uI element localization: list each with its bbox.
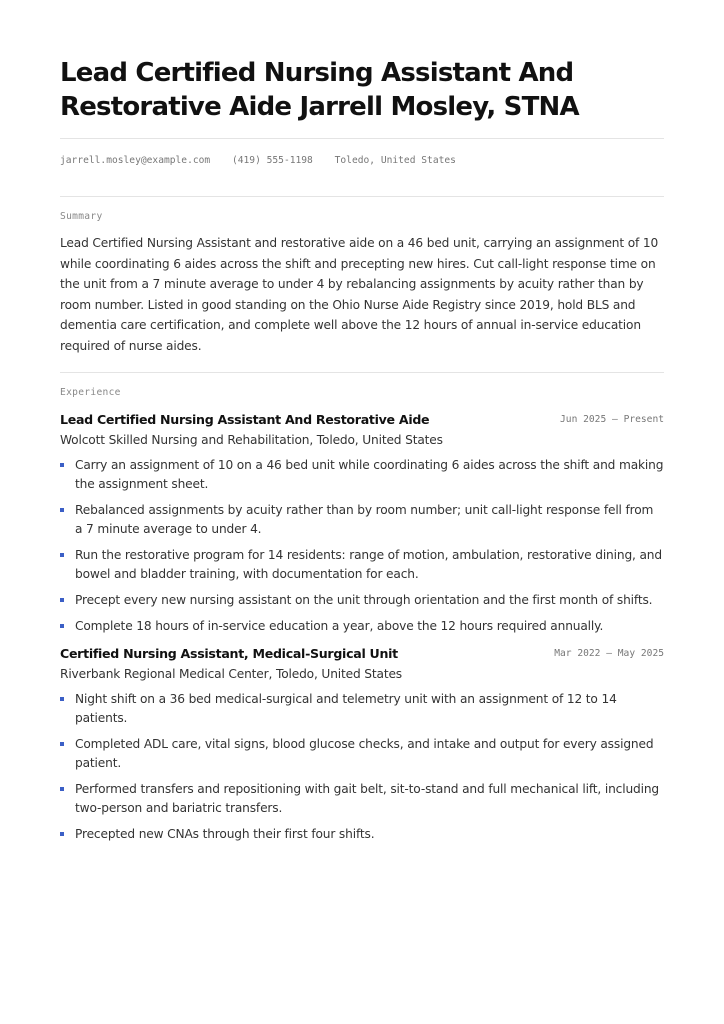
bullet-item — [60, 690, 664, 728]
bullet-marker — [60, 832, 64, 836]
summary-heading: Summary — [60, 211, 103, 222]
experience-divider — [60, 372, 664, 373]
header-divider — [60, 138, 664, 139]
bullet-marker — [60, 463, 64, 467]
bullet-item — [60, 780, 664, 818]
job-bullets — [60, 690, 664, 844]
job-entry — [60, 644, 664, 844]
bullet-marker — [60, 508, 64, 512]
job-title: Lead Certified Nursing Assistant And Restorative Aide — [60, 411, 430, 427]
bullet-item — [60, 591, 664, 610]
experience-heading: Experience — [60, 386, 121, 398]
bullet-text: Completed ADL care, vital signs, blood glucose checks, and intake and output for every assigned patient. — [75, 736, 654, 770]
job-entry — [60, 410, 664, 636]
bullet-marker — [60, 697, 64, 701]
job-header — [60, 644, 664, 664]
bullet-item — [60, 546, 664, 584]
job-title: Certified Nursing Assistant, Medical-Surgical Unit — [60, 645, 398, 661]
bullet-item — [60, 825, 664, 844]
bullet-text: Night shift on a 36 bed medical-surgical and telemetry unit with an assignment of 12 to 14 patients. — [75, 691, 617, 725]
job-dates: Mar 2022 — May 2025 — [554, 647, 664, 659]
bullet-marker — [60, 742, 64, 746]
bullet-marker — [60, 787, 64, 791]
contact-email[interactable]: jarrell.mosley@example.com — [60, 155, 211, 166]
bullet-item — [60, 456, 664, 494]
bullet-text: Carry an assignment of 10 on a 46 bed unit while coordinating 6 aides across the shift and making the assignment sheet. — [75, 457, 664, 491]
bullet-text: Precepted new CNAs through their first four shifts. — [75, 826, 375, 841]
bullet-text: Rebalanced assignments by acuity rather than by room number; unit call-light response fell from a 7 minute average to under 4. — [75, 502, 654, 536]
bullet-marker — [60, 553, 64, 557]
bullet-text: Complete 18 hours of in-service education a year, above the 12 hours required annually. — [75, 618, 604, 633]
bullet-item — [60, 735, 664, 773]
job-header — [60, 410, 664, 430]
summary-divider — [60, 196, 664, 197]
job-dates: Jun 2025 — Present — [560, 413, 664, 425]
contact-line — [60, 154, 664, 168]
bullet-marker — [60, 598, 64, 602]
bullet-item — [60, 501, 664, 539]
contact-phone[interactable]: (419) 555-1198 — [231, 155, 313, 166]
bullet-item — [60, 617, 664, 636]
bullet-text: Run the restorative program for 14 residents: range of motion, ambulation, restorative dining, and bowel and bladder training, with documentation for each. — [75, 547, 662, 581]
job-organization: Wolcott Skilled Nursing and Rehabilitation, Toledo, United States — [60, 432, 443, 447]
summary-text: Lead Certified Nursing Assistant and restorative aide on a 46 bed unit, carrying an assignment of 10 while coordinating 6 aides across the shift and precepting new hires. Cut call-light response time on the unit from a 7 minute average to under 4 by rebalancing assignments by acuity rather than by room number. Listed in good standing on the Ohio Nurse Aide Registry since 2019, hold BLS and dementia care certification, and complete well above the 12 hours of annual in-service education required of nurse aides. — [60, 236, 659, 353]
job-bullets — [60, 456, 664, 636]
job-organization: Riverbank Regional Medical Center, Toledo, United States — [60, 666, 403, 681]
bullet-text: Precept every new nursing assistant on the unit through orientation and the first month of shifts. — [75, 592, 653, 607]
candidate-name: Lead Certified Nursing Assistant And Restorative Aide Jarrell Mosley, STNA — [60, 58, 579, 122]
contact-location: Toledo, United States — [334, 155, 456, 166]
bullet-text: Performed transfers and repositioning with gait belt, sit-to-stand and full mechanical lift, including two-person and bariatric transfers. — [75, 781, 660, 815]
bullet-marker — [60, 624, 64, 628]
